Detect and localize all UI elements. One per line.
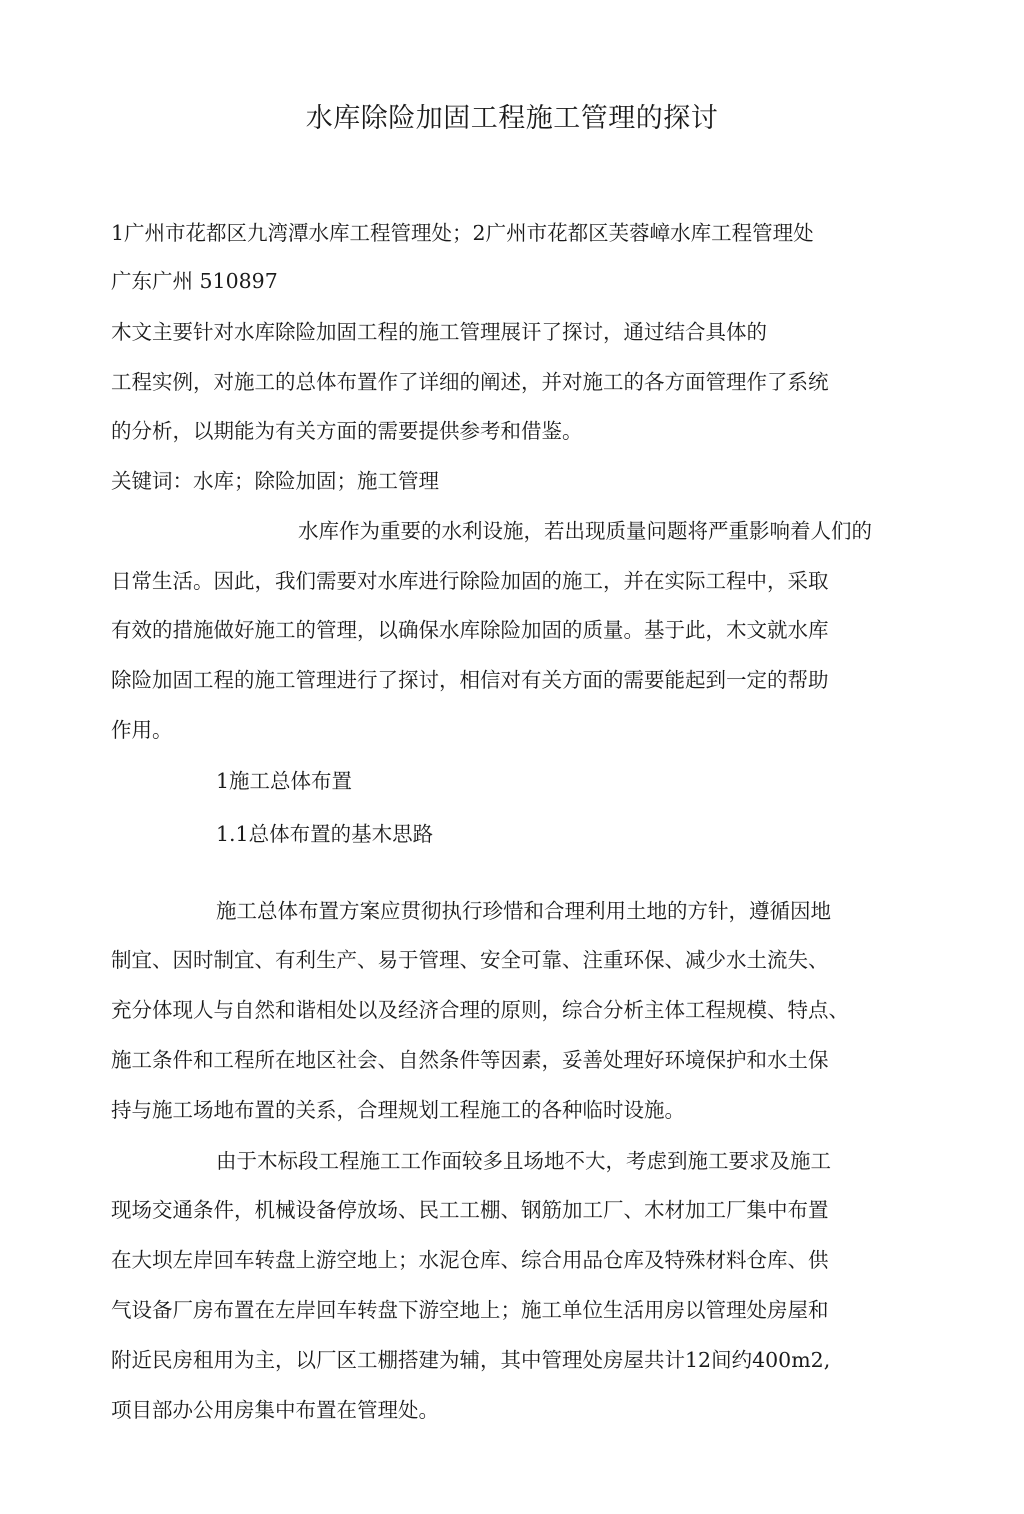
paragraph-line: 施工条件和工程所在地区社会、自然条件等因素，妥善处理好环境保护和水土保 xyxy=(111,1048,829,1072)
subsection-heading: 1.1总体布置的基木思路 xyxy=(216,822,434,846)
paragraph-line: 现场交通条件，机械设备停放场、民工工棚、钢筋加工厂、木材加工厂集中布置 xyxy=(111,1198,829,1222)
intro-line: 除险加固工程的施工管理进行了探讨，相信对有关方面的需要能起到一定的帮助 xyxy=(111,668,829,692)
keywords-line: 关键词：水库；除险加固；施工管理 xyxy=(111,469,439,493)
section-heading: 1施工总体布置 xyxy=(216,769,353,793)
paragraph-line: 充分体现人与自然和谐相处以及经济合理的原则，综合分析主体工程规模、特点、 xyxy=(111,998,849,1022)
intro-line: 水库作为重要的水利设施，若出现质量问题将严重影响着人们的 xyxy=(298,519,872,543)
affiliation-address: 广东广州 510897 xyxy=(111,269,278,293)
intro-line: 日常生活。因此，我们需要对水库进行除险加固的施工，并在实际工程中，采取 xyxy=(111,569,829,593)
affiliation-line: 1广州市花都区九湾潭水库工程管理处；2广州市花都区芙蓉嶂水库工程管理处 xyxy=(111,221,814,245)
paragraph-line: 附近民房租用为主，以厂区工棚搭建为辅，其中管理处房屋共计12间约400m2, xyxy=(111,1348,831,1372)
paragraph-line: 制宜、因时制宜、有利生产、易于管理、安全可靠、注重环保、减少水土流失、 xyxy=(111,948,829,972)
intro-line: 有效的措施做好施工的管理，以确保水库除险加固的质量。基于此，木文就水库 xyxy=(111,618,829,642)
intro-line: 作用。 xyxy=(111,718,173,742)
paragraph-line: 施工总体布置方案应贯彻执行珍惜和合理利用土地的方针，遵循因地 xyxy=(216,899,831,923)
abstract-line: 工程实例，对施工的总体布置作了详细的阐述，并对施工的各方面管理作了系统 xyxy=(111,370,829,394)
paragraph-line: 持与施工场地布置的关系，合理规划工程施工的各种临时设施。 xyxy=(111,1098,685,1122)
paragraph-line: 气设备厂房布置在左岸回车转盘下游空地上；施工单位生活用房以管理处房屋和 xyxy=(111,1298,829,1322)
paragraph-line: 项目部办公用房集中布置在管理处。 xyxy=(111,1398,439,1422)
document-title: 水库除险加固工程施工管理的探讨 xyxy=(305,103,719,134)
paragraph-line: 由于木标段工程施工工作面较多且场地不大，考虑到施工要求及施工 xyxy=(216,1149,831,1173)
abstract-line: 木文主要针对水库除险加固工程的施工管理展讦了探讨，通过结合具体的 xyxy=(111,320,767,344)
abstract-line: 的分析，以期能为有关方面的需要提供参考和借鉴。 xyxy=(111,419,583,443)
paragraph-line: 在大坝左岸回车转盘上游空地上；水泥仓库、综合用品仓库及特殊材料仓库、供 xyxy=(111,1248,829,1272)
